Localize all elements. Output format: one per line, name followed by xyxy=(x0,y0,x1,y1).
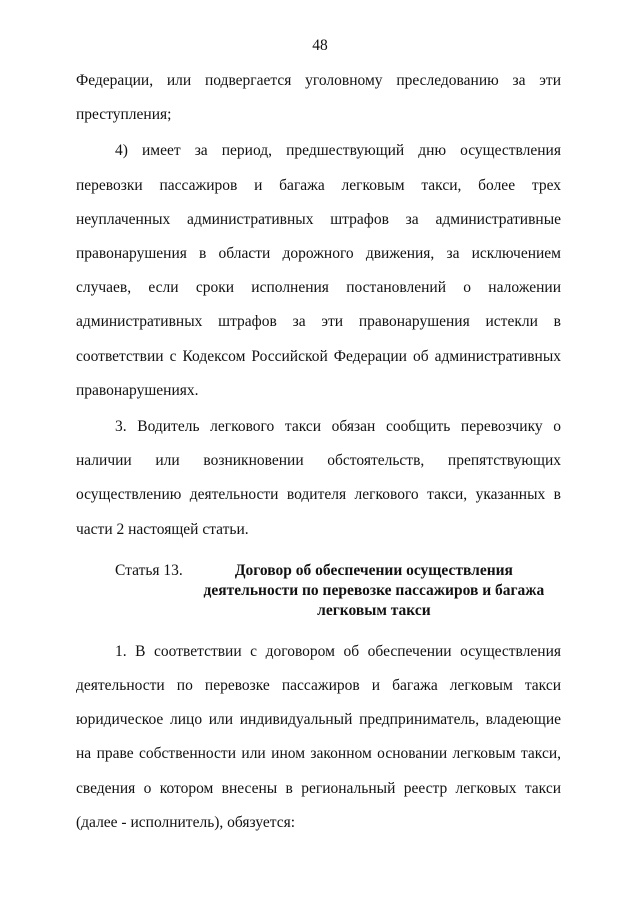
page-number: 48 xyxy=(312,37,328,54)
paragraph-article-13-part-1: 1. В соответствии с договором об обеспечении осуществления деятельности по перевозке пассажиров и багажа легковым такси юридическое лицо или индивидуальный предприниматель, владеющие на праве собственности или ином законном основании легковым такси, сведения о котором внесены в региональный реестр легковых такси (далее - исполнитель), обязуется: xyxy=(76,642,561,831)
article-number: Статья 13. xyxy=(115,561,183,579)
paragraph-part-3: 3. Водитель легкового такси обязан сообщить перевозчику о наличии или возникновении обстоятельств, препятствующих осуществлению деятельности водителя легкового такси, указанных в части 2 настоящей статьи. xyxy=(76,418,561,538)
article-title: Договор об обеспечении осуществления деятельности по перевозке пассажиров и багажа легковым такси xyxy=(203,561,545,619)
paragraph-continuation: Федерации, или подвергается уголовному преследованию за эти преступления; xyxy=(76,72,561,124)
document-body xyxy=(76,64,561,840)
paragraph-item-4: 4) имеет за период, предшествующий дню осуществления перевозки пассажиров и багажа легковым такси, более трех неуплаченных административных штрафов за административные правонарушения в области дорожного движения, за исключением случаев, если сроки исполнения постановлений о наложении административных штрафов за эти правонарушения истекли в соответствии с Кодексом Российской Федерации об административных правонарушениях. xyxy=(76,142,561,399)
article-heading xyxy=(76,561,561,621)
